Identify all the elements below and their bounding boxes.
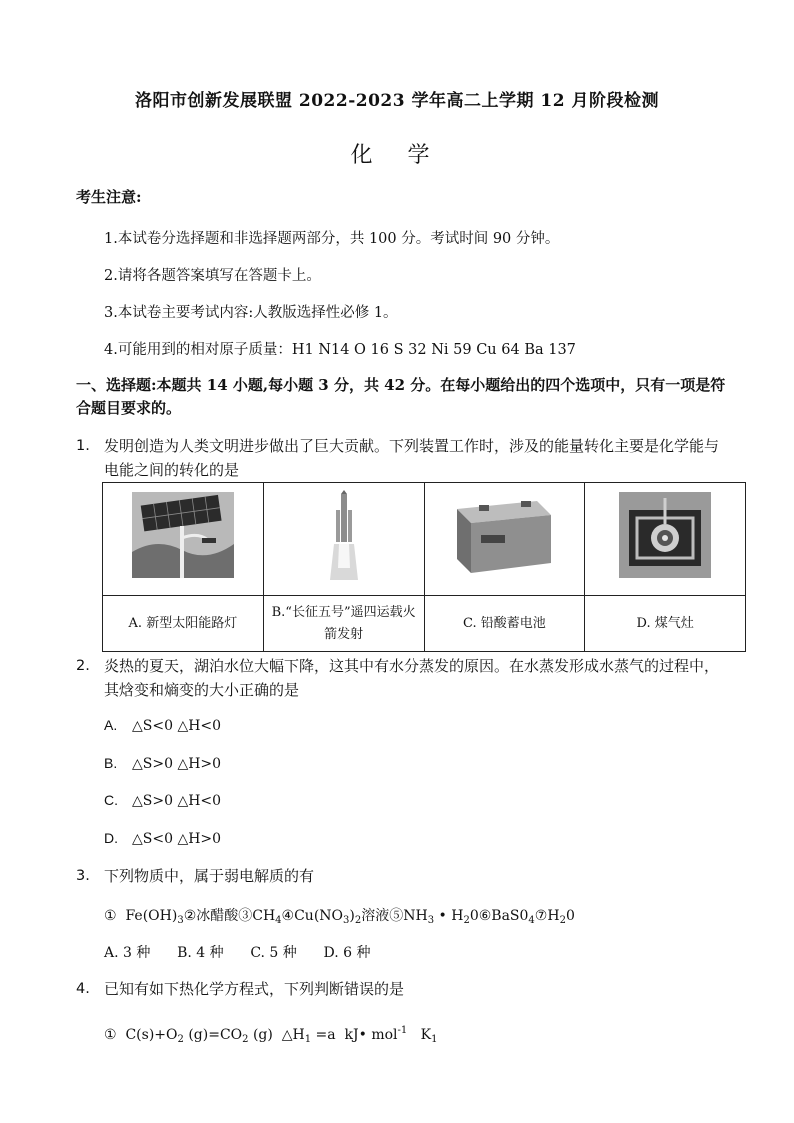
option-d-label: D. 煤气灶 xyxy=(585,596,746,652)
formula-text: ④Cu(NO xyxy=(281,908,344,924)
formula-text: 0 xyxy=(565,908,575,924)
question-3-text: 下列物质中，属于弱电解质的有 xyxy=(104,867,315,885)
superscript: -1 xyxy=(397,1025,408,1036)
subject-title: 化 学 xyxy=(350,143,444,168)
subscript: 4 xyxy=(275,915,282,926)
question-2-option-a xyxy=(104,717,221,734)
question-1-device-table xyxy=(102,482,746,652)
image-cell-c xyxy=(424,483,585,596)
question-4-text: 已知有如下热化学方程式，下列判断错误的是 xyxy=(104,980,405,998)
notice-item-3: 3.本试卷主要考试内容:人教版选择性必修 1。 xyxy=(104,305,398,321)
option-text: △S>0 △H>0 xyxy=(132,756,222,772)
solar-street-light-icon xyxy=(132,492,234,578)
page-title: 洛阳市创新发展联盟 2022-2023 学年高二上学期 12 月阶段检测 xyxy=(134,91,659,111)
circled-number: ① xyxy=(104,1027,117,1043)
question-2-option-d xyxy=(104,830,221,847)
formula-text: Fe(OH) xyxy=(125,908,178,924)
option-b-label: B.“长征五号”遥四运载火箭发射 xyxy=(263,596,424,652)
option-letter: A. xyxy=(104,717,118,733)
subscript: 4 xyxy=(528,915,535,926)
option-text: △S<0 △H>0 xyxy=(132,831,222,847)
image-cell-b xyxy=(263,483,424,596)
question-2-option-c xyxy=(104,792,221,809)
option-a-label: A. 新型太阳能路灯 xyxy=(103,596,264,652)
image-cell-d xyxy=(585,483,746,596)
formula-text: C(s)+O xyxy=(125,1027,178,1043)
subscript: 2 xyxy=(559,915,566,926)
formula-text: ) xyxy=(349,908,355,924)
question-2-text: 炎热的夏天，湖泊水位大幅下降，这其中有水分蒸发的原因。在水蒸发形成水蒸气的过程中， 其焓变和熵变的大小正确的是 xyxy=(104,657,720,699)
notice-item-2: 2.请将各题答案填写在答题卡上。 xyxy=(104,268,321,284)
image-cell-a xyxy=(103,483,264,596)
question-2-number: 2. xyxy=(76,658,90,674)
formula-text: K xyxy=(407,1027,432,1043)
subscript: 2 xyxy=(354,915,362,926)
question-1-text: 发明创造为人类文明进步做出了巨大贡献。下列装置工作时，涉及的能量转化主要是化学能与电能之间的转化的是 xyxy=(104,437,720,479)
formula-text: • H xyxy=(434,908,464,924)
option-text: △S>0 △H<0 xyxy=(132,793,222,809)
gas-stove-icon xyxy=(619,492,711,578)
formula-text: ⑦H xyxy=(534,908,560,924)
section-heading: 一、选择题:本题共 14 小题,每小题 3 分，共 42 分。在每小题给出的四个选项中，只有一项是符合题目要求的。 xyxy=(76,376,726,417)
notice-heading: 考生注意: xyxy=(76,188,142,206)
question-2-option-b xyxy=(104,755,221,772)
subscript: 3 xyxy=(177,915,184,926)
subscript: 1 xyxy=(431,1034,438,1045)
option-text: △S<0 △H<0 xyxy=(132,718,222,734)
formula-text: =a kJ• mol xyxy=(311,1027,398,1043)
notice-item-4: 4.可能用到的相对原子质量：H1 N14 O 16 S 32 Ni 59 Cu 64 Ba 137 xyxy=(104,342,576,358)
question-4-equation xyxy=(104,1025,437,1045)
notice-item-1: 1.本试卷分选择题和非选择题两部分，共 100 分。考试时间 90 分钟。 xyxy=(104,231,560,247)
subscript: 3 xyxy=(427,915,435,926)
question-3-substances xyxy=(104,905,575,926)
formula-text: (g)=CO xyxy=(183,1027,243,1043)
question-3-number: 3. xyxy=(76,868,90,884)
subscript: 3 xyxy=(343,915,350,926)
subscript: 1 xyxy=(304,1034,312,1045)
subscript: 2 xyxy=(177,1034,184,1045)
subscript: 2 xyxy=(242,1034,249,1045)
option-letter: B. xyxy=(104,755,118,771)
circled-number: ① xyxy=(104,908,117,924)
formula-text: 0⑥BaS0 xyxy=(469,908,529,924)
formula-text: 溶液⑤NH xyxy=(361,908,428,924)
subscript: 2 xyxy=(463,915,470,926)
question-4-number: 4. xyxy=(76,981,90,997)
question-3-answers: A. 3 种 B. 4 种 C. 5 种 D. 6 种 xyxy=(104,945,371,961)
lead-acid-battery-icon xyxy=(451,491,557,579)
option-c-label: C. 铅酸蓄电池 xyxy=(424,596,585,652)
rocket-launch-icon xyxy=(324,490,364,580)
formula-text: (g) △H xyxy=(248,1027,305,1043)
option-letter: D. xyxy=(104,830,118,846)
formula-text: ②冰醋酸③CH xyxy=(183,908,276,924)
question-1-number: 1. xyxy=(76,438,90,454)
option-letter: C. xyxy=(104,792,118,808)
